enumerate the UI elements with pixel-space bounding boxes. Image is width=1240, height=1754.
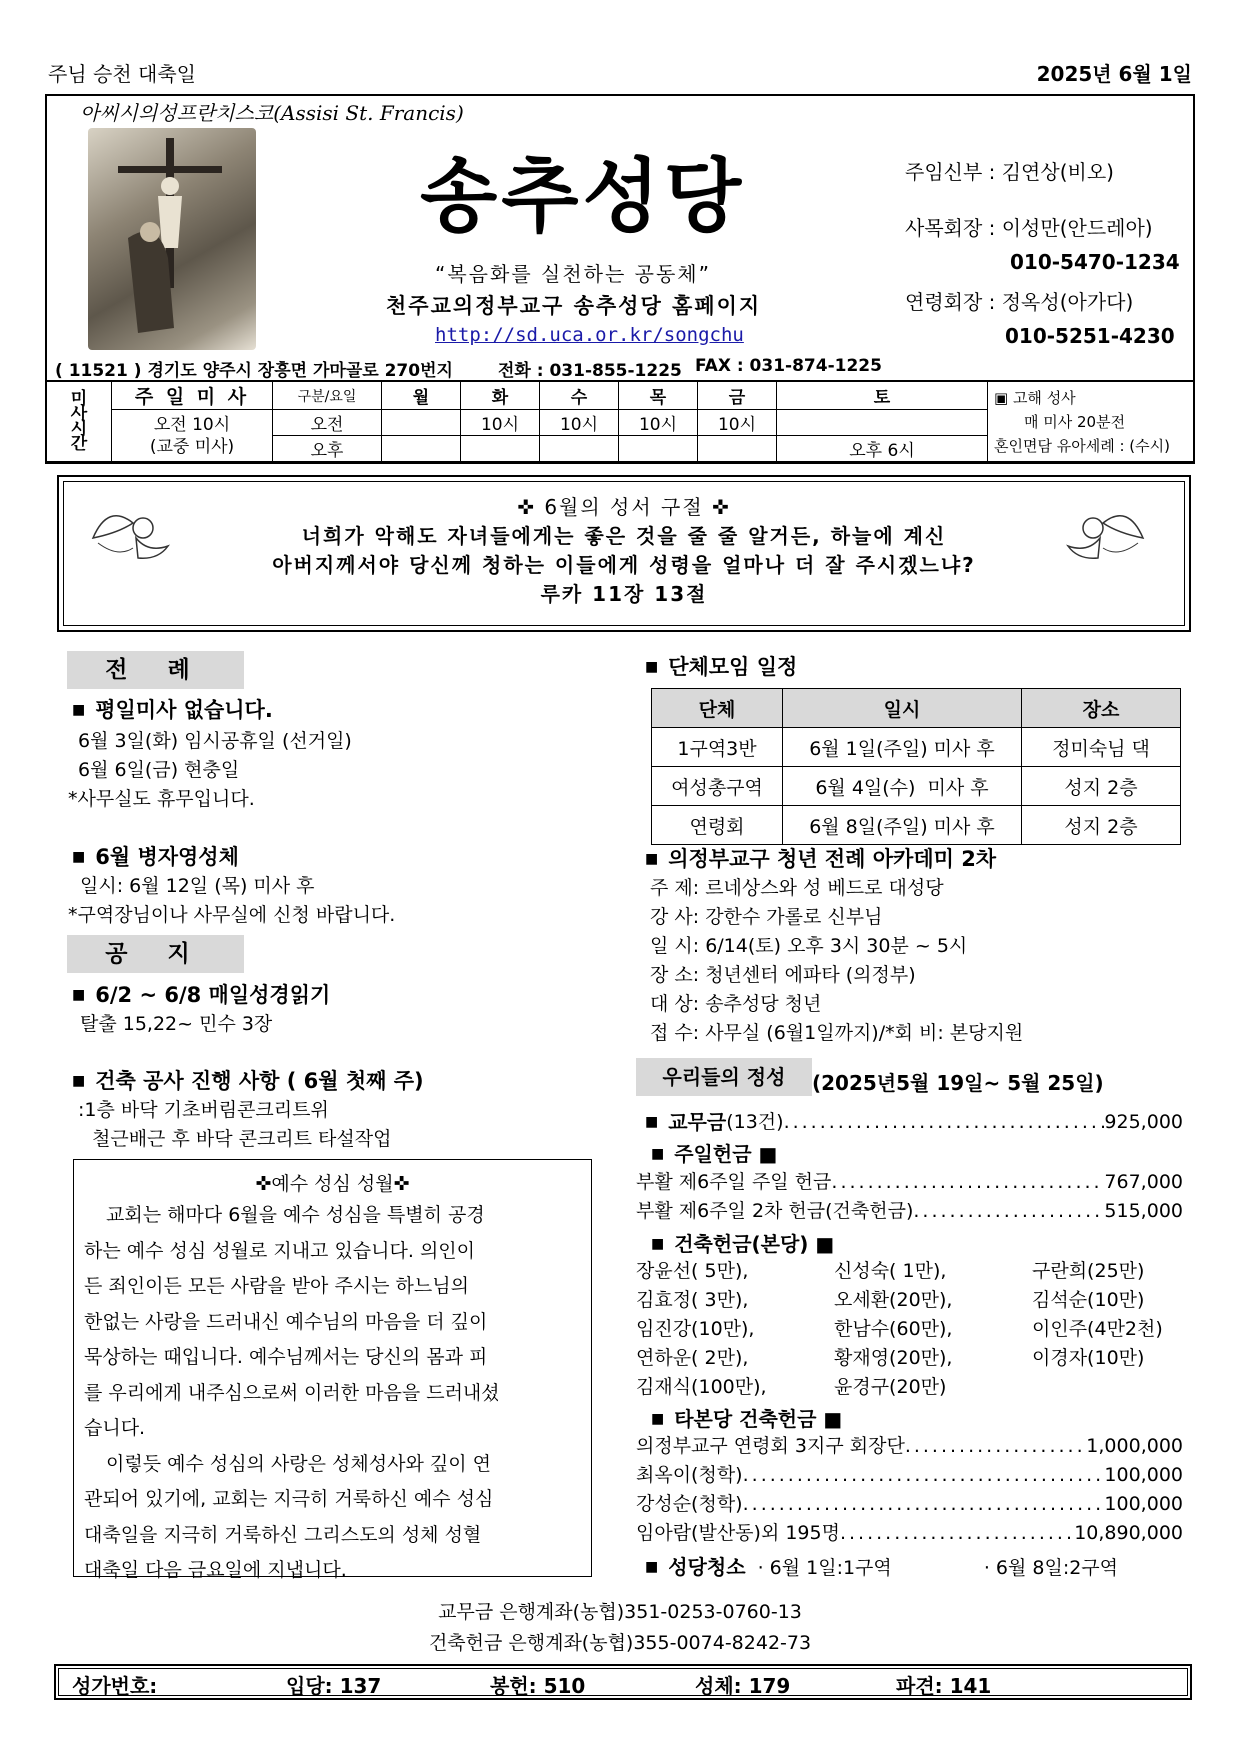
verse-title: ✜ 6월의 성서 구절 ✜ xyxy=(517,495,731,519)
day-fri: 금 xyxy=(698,381,777,410)
list-item: 장윤선( 5만), 신성숙( 1만), 구란희(25만) xyxy=(636,1260,1145,1282)
pm-mon xyxy=(382,436,461,463)
sick-communion-title: ■ 6월 병자영성체 xyxy=(72,841,239,871)
confession-note: ▣ 고해 성사 매 미사 20분전 혼인면담 유아세례 : (수시) xyxy=(988,381,1195,462)
bank-account-1: 교무금 은행계좌(농협)351-0253-0760-13 xyxy=(438,1601,802,1623)
group-header-time: 일시 xyxy=(783,689,1022,728)
verse-line-1: 너희가 악해도 자녀들에게는 좋은 것을 줄 줄 알거든, 하늘에 계신 xyxy=(301,524,947,548)
homepage-label: 천주교의정부교구 송추성당 홈페이지 xyxy=(386,294,762,318)
sunday-mass-header: 주 일 미 사 xyxy=(112,381,273,410)
other-parish-title: ■ 타본당 건축헌금 ■ xyxy=(651,1403,842,1432)
fax: FAX : 031-874-1225 xyxy=(695,356,882,376)
cleaning-week-1: · 6월 1일:1구역 xyxy=(757,1557,892,1579)
academy-details: 주 제: 르네상스와 성 베드로 대성당 강 사: 강한수 가롤로 신부님 일 시: 6/14(토) 오후 3시 30분 ~ 5시 장 소: 청년센터 에파타 (의정부) 대 상: 송추성당 청년 접 수: 사무실 (6월1일까지)/*회 비: 본당지원 xyxy=(650,877,1024,1044)
address: ( 11521 ) 경기도 양주시 장흥면 가마골로 270번지 xyxy=(55,361,453,381)
list-item: 김재식(100만), 윤경구(20만) xyxy=(636,1376,947,1398)
pastor: 주임신부 : 김연상(비오) xyxy=(905,160,1114,184)
feast-title: 주님 승천 대축일 xyxy=(48,62,196,86)
no-weekday-mass-details: 6월 3일(화) 임시공휴일 (선거일) 6월 6일(금) 현충일 *사무실도 휴무입니다. xyxy=(68,730,352,810)
hymn-label: 성가번호: xyxy=(72,1674,158,1698)
sacred-heart-body: 교회는 해마다 6월을 예수 성심을 특별히 공경 하는 예수 성심 성월로 지내고 있습니다. 의인이 든 죄인이든 모든 사람을 받아 주시는 하느님의 한없는 사랑을 드러내신 예수님의 마음을 더 깊이 묵상하는 때입니다. 예수님께서는 당신의 몸과 피 를 우리에게 내주심으로써 이러한 마음을 드러내셨 습니다. 이렇듯 예수 성심의 사랑은 성체성사와 깊이 연 관되어 있기에, 교회는 지극히 거룩하신 예수 성심 대축일을 지극히 거룩하신 그리스도의 성체 성혈 대축일 다음 금요일에 지냅니다. xyxy=(84,1204,500,1581)
hymn-communion: 성체: 179 xyxy=(695,1674,791,1698)
am-sat xyxy=(777,410,988,436)
st-francis-painting xyxy=(88,128,256,350)
list-item: 최옥이(청학) ..... 100,000 xyxy=(636,1461,1183,1490)
day-thu: 목 xyxy=(619,381,698,410)
cleaning-title: ■ 성당청소 xyxy=(645,1555,746,1579)
list-item: 부활 제6주일 주일 헌금 ..... 767,000 xyxy=(636,1168,1183,1197)
pm-fri xyxy=(698,436,777,463)
list-item: 임진강(10만), 한남수(60만), 이인주(4만2천) xyxy=(636,1318,1163,1340)
crucifix-icon xyxy=(88,128,256,350)
construction-title: ■ 건축 공사 진행 사항 ( 6월 첫째 주) xyxy=(72,1065,424,1095)
other-parish-list xyxy=(636,1432,1183,1548)
list-item: 강성순(청학) ..... 100,000 xyxy=(636,1490,1183,1519)
building-fund-title: ■ 건축헌금(본당) ■ xyxy=(651,1228,834,1257)
pm-sat: 오후 6시 xyxy=(777,436,988,463)
offering-period: (2025년5월 19일~ 5월 25일) xyxy=(812,1071,1104,1095)
cleaning-row xyxy=(645,1551,1118,1580)
table-row: 여성총구역 6월 4일(수) 미사 후 성지 2층 xyxy=(652,767,1181,806)
table-row: 1구역3반 6월 1일(주일) 미사 후 정미숙님 댁 xyxy=(652,728,1181,767)
list-item: 부활 제6주일 2차 헌금(건축헌금) ..... 515,000 xyxy=(636,1197,1183,1226)
homepage-link[interactable]: http://sd.uca.or.kr/songchu xyxy=(435,324,744,346)
sunday-offering-list xyxy=(636,1168,1183,1226)
sick-communion-details: 일시: 6월 12일 (목) 미사 후 *구역장님이나 사무실에 신청 바랍니다. xyxy=(68,875,396,926)
day-mon: 월 xyxy=(382,381,461,410)
verse-reference: 루카 11장 13절 xyxy=(540,582,708,606)
list-item: 연하운( 2만), 황재영(20만), 이경자(10만) xyxy=(636,1347,1145,1369)
group-schedule-table xyxy=(651,688,1181,845)
mass-side-label: 미 사 시 간 xyxy=(46,381,112,462)
issue-date: 2025년 6월 1일 xyxy=(1036,62,1192,86)
mass-schedule-table xyxy=(45,380,1195,463)
sacred-heart-title: ✜예수 성심 성월✜ xyxy=(255,1173,410,1195)
notice-heading: 공 지 xyxy=(67,935,244,973)
list-item: 의정부교구 연령회 3지구 회장단 ..... 1,000,000 xyxy=(636,1432,1183,1461)
day-tue: 화 xyxy=(461,381,540,410)
am-wed: 10시 xyxy=(540,410,619,436)
hymn-offertory: 봉헌: 510 xyxy=(490,1674,586,1698)
pm-tue xyxy=(461,436,540,463)
liturgy-heading: 전 례 xyxy=(67,651,244,689)
verse-line-2: 아버지께서야 당신께 청하는 이들에게 성령을 얼마나 더 잘 주시겠느냐? xyxy=(272,553,976,577)
construction-details: :1층 바닥 기초버림콘크리트위 철근배근 후 바닥 콘크리트 타설작업 xyxy=(78,1099,392,1150)
group-header-name: 단체 xyxy=(652,689,783,728)
am-label: 오전 xyxy=(273,410,382,436)
pm-thu xyxy=(619,436,698,463)
bible-reading-range: 탈출 15,22~ 민수 3장 xyxy=(80,1013,273,1035)
cleaning-week-2: · 6월 8일:2구역 xyxy=(983,1557,1119,1579)
church-name: 송추성당 xyxy=(420,150,746,243)
kyomugeum-row: ■ 교무금 (13건) ..... 925,000 xyxy=(645,1108,1183,1137)
council-head: 사목회장 : 이성만(안드레아) xyxy=(905,216,1153,240)
council-phone: 010-5470-1234 xyxy=(1010,250,1180,274)
list-item: 임아람(발산동)외 195명 ..... 10,890,000 xyxy=(636,1519,1183,1548)
offering-heading: 우리들의 정성 xyxy=(636,1058,812,1096)
group-schedule-title: ■ 단체모임 일정 xyxy=(645,651,797,681)
pm-wed xyxy=(540,436,619,463)
sunday-mass-time: 오전 10시 (교중 미사) xyxy=(112,410,273,463)
day-sat: 토 xyxy=(777,381,988,410)
group-header-place: 장소 xyxy=(1022,689,1181,728)
am-fri: 10시 xyxy=(698,410,777,436)
sunday-offering-title: ■ 주일헌금 ■ xyxy=(651,1138,777,1167)
bank-account-2: 건축헌금 은행계좌(농협)355-0074-8242-73 xyxy=(428,1632,812,1654)
pm-label: 오후 xyxy=(273,436,382,463)
academy-title: ■ 의정부교구 청년 전례 아카데미 2차 xyxy=(645,843,996,873)
hymn-entrance: 입당: 137 xyxy=(286,1674,382,1698)
am-thu: 10시 xyxy=(619,410,698,436)
building-fund-list xyxy=(636,1257,1186,1402)
col-header: 구분/요일 xyxy=(273,381,382,410)
motto: “복음화를 실천하는 공동체” xyxy=(435,262,711,286)
day-wed: 수 xyxy=(540,381,619,410)
bank-accounts xyxy=(0,1597,1240,1659)
am-tue: 10시 xyxy=(461,410,540,436)
am-mon xyxy=(382,410,461,436)
verse-content xyxy=(57,493,1191,609)
telephone: 전화 : 031-855-1225 xyxy=(498,361,682,381)
elder-head: 연령회장 : 정옥성(아가다) xyxy=(905,290,1134,314)
hymn-numbers-box xyxy=(54,1664,1192,1700)
list-item: 김효정( 3만), 오세환(20만), 김석순(10만) xyxy=(636,1289,1145,1311)
no-weekday-mass-title: ■ 평일미사 없습니다. xyxy=(72,694,273,724)
table-row: 연령회 6월 8일(주일) 미사 후 성지 2층 xyxy=(652,806,1181,845)
elder-phone: 010-5251-4230 xyxy=(1005,324,1175,348)
patron-saint: 아씨시의성프란치스코(Assisi St. Francis) xyxy=(80,101,464,125)
hymn-dismissal: 파견: 141 xyxy=(896,1674,992,1698)
bible-reading-title: ■ 6/2 ~ 6/8 매일성경읽기 xyxy=(72,979,330,1009)
